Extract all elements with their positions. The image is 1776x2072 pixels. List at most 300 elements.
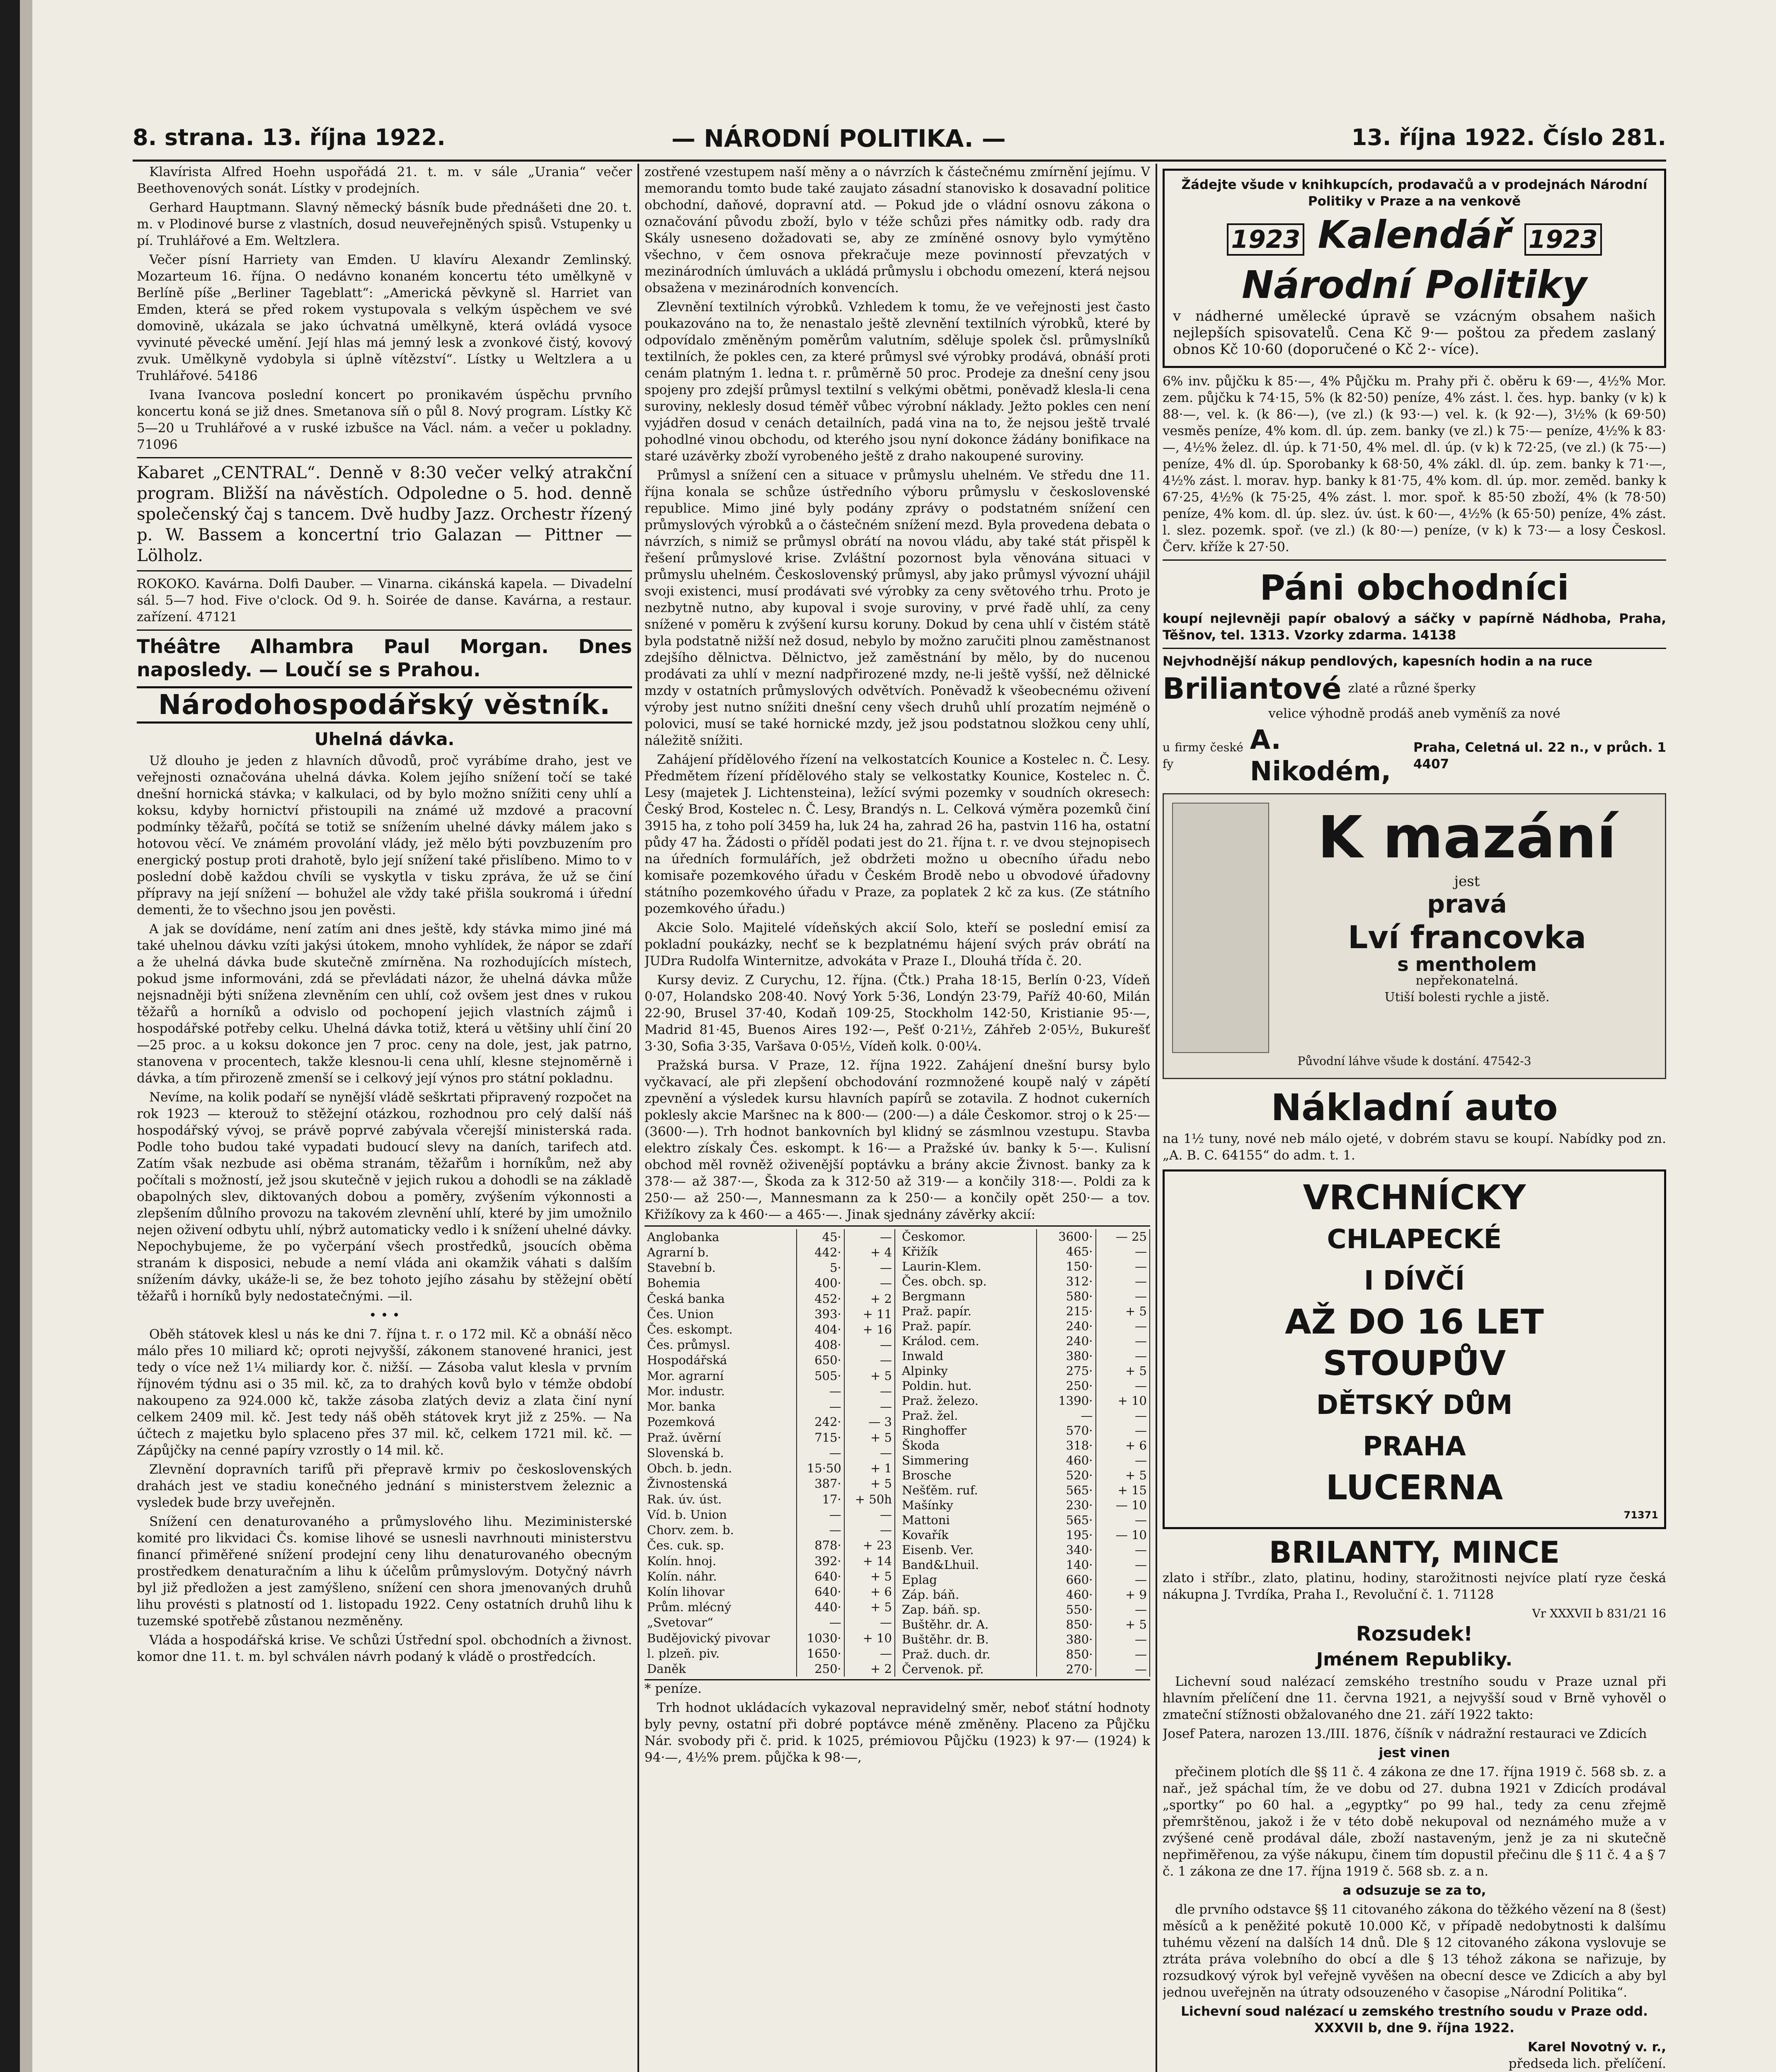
briliant-row [1163,672,1666,705]
page-header [133,124,1666,157]
auto-title: Nákladní auto [1271,1086,1558,1129]
col2-kursy-deviz: Kursy deviz. Z Curychu, 12. října. (Čtk.) Praha 18·15, Berlín 0·23, Vídeň 0·07, Holandsko 208·40. Nový York 5·36, Londýn 23·79, Paříž 40·60, Milán 22·90, Brusel 37·40, Kodaň 109·25, Stockholm 142·50, Kristianie 95·—, Madrid 81·45, Buenos Aires 192·—, Pešť 0·21½, Záhřeb 2·05½, Bukurešť 3·30, Sofia 3·35, Varšava 0·05½, Vídeň kolk. 0·00¼. [644,973,1150,1054]
stock-row [899,1289,1150,1304]
stock-change: + 5 [844,1368,895,1383]
note-rail-tariffs: Zlevnění dopravních tarifů při přepravě krmiv po československých drahách jest ve stadiu konečného jednání s ministerstvem železnic a vysledek bude brzy uveřejněn. [137,1462,632,1510]
stock-row [899,1334,1150,1348]
stock-name: Čes. obch. sp. [899,1274,1037,1289]
rozsudek-odsouz: a odsuzuje se za to, [1342,1883,1486,1898]
brilanty-title: BRILANTY, MINCE [1269,1535,1560,1570]
stock-change: — [1096,1274,1150,1289]
francovka-illustration [1172,803,1269,1053]
stock-change: — [844,1507,895,1522]
stock-name: Kolín. náhr. [644,1569,797,1584]
stock-name: Praž. papír. [899,1319,1037,1334]
stock-change: + 14 [844,1553,895,1569]
stock-name: Daněk [644,1661,797,1677]
stock-price: 240· [1037,1334,1095,1348]
stock-change: + 15 [1096,1483,1150,1498]
kalendar-subtitle: Národní Politiky [1242,263,1587,307]
stock-price: — [797,1615,844,1630]
ad-rokoko: ROKOKO. Kavárna. Dolfi Dauber. — Vinarna. cikánská kapela. — Divadelní sál. 5—7 hod. Five o'clock. Od 9. h. Soirée de danse. Kavárna, a restaur. zařízení. 47121 [137,576,632,625]
stock-change: — [1096,1378,1150,1393]
nikodem-row [1163,724,1666,787]
stock-change: — [1096,1453,1150,1468]
notice-ivancova: Ivana Ivancova poslední koncert po pronikavém úspěchu prvního koncertu koná se již dnes. Smetanova síň o půl 8. Nový program. Lístky Kč 5—20 u Truhlářové a v ruské izbušce na Václ. nám. a večer u pokladny. 71096 [137,387,632,452]
stock-price: 442· [797,1244,844,1260]
stock-name: Prům. mlécný [644,1600,797,1615]
stock-row [899,1498,1150,1513]
stock-row [899,1542,1150,1557]
stock-name: Zap. báň. sp. [899,1602,1037,1617]
stock-name: Červenok. př. [899,1662,1037,1677]
stock-price: 505· [797,1368,844,1383]
stock-name: Praž. duch. dr. [899,1647,1037,1662]
stock-name: Agrarní b. [644,1244,797,1260]
vrch-line-7: PRAHA [1363,1431,1466,1462]
stock-row [644,1276,895,1291]
stock-row [644,1461,895,1476]
stock-row [899,1304,1150,1319]
col2-textil: Zlevnění textilních výrobků. Vzhledem k tomu, že ve veřejnosti jest často poukazováno na to, že nenastalo ještě zlevnění textilních výrobků, které by odpovídalo změněným poměrům valutním, sděluje spolek čsl. průmyslníků textilních, že pokles cen, za které průmysl své výrobky prodává, obnáší proti cenám platným 1. ledna t. r. průměrně 50 proc. Prodeje za dnešní ceny jsou spojeny pro zdejší průmysl textilní s velkými obětmi, poněvadž klesla-li cena suroviny, neklesly dosud téměř vůbec výrobní náklady. Ježto pokles cen není vyjádřen dosud v cenách detailních, padá vina na to, že nejsou ještě trvalé pohodlné vinou obchodu, od kterého jsou nyní dokonce žádány bonifikace na staré uzávěrky zboží vyrobeného ještě z draho nakoupené suroviny. [644,300,1150,464]
nikodem-addr: Praha, Celetná ul. 22 n., v průch. 1 4407 [1413,740,1666,772]
divider [137,570,632,571]
stock-price: 550· [1037,1602,1095,1617]
stock-row [644,1368,895,1383]
stock-name: Kolín lihovar [644,1584,797,1599]
francovka-neprek: nepřekonatelná. [1415,973,1519,988]
stock-row [899,1632,1150,1647]
stock-change: + 1 [844,1461,895,1476]
stock-change: + 5 [844,1476,895,1491]
ad-kabaret-central: Kabaret „CENTRAL“. Denně v 8:30 večer velký atrakční program. Bližší na návěstích. Odpoledne o 5. hod. denně společenský čaj s tancem. Dvě hudby Jazz. Orchestr řízený p. W. Bassem a koncertní trio Galazan — Pittner — Lölholz. [137,463,632,565]
stock-change: — [1096,1632,1150,1647]
stock-change: + 5 [1096,1363,1150,1378]
francovka-orig-text: Původní láhve všude k dostání. [1297,1054,1480,1068]
stock-name: Buštěhr. dr. B. [899,1632,1037,1647]
stock-change: + 5 [1096,1468,1150,1483]
stock-name: Brosche [899,1468,1037,1483]
stock-name: „Svetovar“ [644,1615,797,1630]
stock-change: — [844,1522,895,1537]
stock-row [899,1319,1150,1334]
stock-name: Víd. b. Union [644,1507,797,1522]
stock-name: Pozemková [644,1414,797,1430]
ad-francovka [1163,793,1666,1079]
stock-row [644,1569,895,1584]
francovka-prava: pravá [1427,890,1507,919]
stock-name: Českomor. [899,1229,1037,1244]
stock-price: 387· [797,1476,844,1491]
stock-change: — [844,1615,895,1630]
note-krise: Vláda a hospodářská krise. Ve schůzi Ústřední spol. obchodních a živnost. komor dne 11. t. m. byl schválen návrh podaný k vládě o prostředcích. [137,1633,632,1664]
notice-hauptmann: Gerhard Hauptmann. Slavný německý básník bude přednášeti dne 20. t. m. v Plodinové burse z vlastních, dosud neuveřejněných spisů. Vstupenky u pí. Truhlářové a Em. Weltzlera. [137,200,632,248]
stock-change: + 23 [844,1538,895,1553]
column-1 [137,164,632,2072]
col2-akcie-solo: Akcie Solo. Majitelé vídeňských akcií Solo, kteří se poslední emisí za pokladní poukázky, nechť se k bezplatnému hájení svých práv obrátí na JUDra Rudolfa Winternitze, advokáta v Praze I., Dlouhá třída č. 20. [644,920,1150,968]
stock-price: 242· [797,1414,844,1430]
stock-row [644,1291,895,1306]
stock-price: 380· [1037,1632,1095,1647]
stock-name: Buštěhr. dr. A. [899,1617,1037,1632]
stock-name: Poldin. hut. [899,1378,1037,1393]
header-masthead: — NÁRODNÍ POLITIKA. — [671,124,1006,152]
stock-row [644,1445,895,1460]
stock-row [899,1274,1150,1289]
stock-name: Živnostenská [644,1476,797,1491]
stock-price: 1650· [797,1646,844,1661]
divider [1163,648,1666,649]
briliant-text: velice výhodně prodáš aneb vyměníš za nové [1268,706,1560,721]
stock-name: Obch. b. jedn. [644,1461,797,1476]
stock-name: Praž. papír. [899,1304,1037,1319]
ad-vrchnicky [1163,1169,1666,1529]
stock-price: 850· [1037,1617,1095,1632]
col2-ukladaci: Trh hodnot ukládacích vykazoval nepravidelný směr, neboť státní hodnoty byly pevny, ostatní při dobré poptávce méně změněny. Placeno za Půjčku Nár. svobody při č. prid. k 1025, prémiovou Půjčku (1923) k 97·— (1924) k 94·—, 4½% prem. půjčka k 98·—, [644,1700,1150,1765]
stock-row [899,1408,1150,1423]
stock-row [644,1260,895,1275]
stock-name: Band&Lhuil. [899,1557,1037,1572]
stock-price: 408· [797,1337,844,1353]
stock-row [899,1572,1150,1587]
stock-row [644,1322,895,1337]
stock-row [644,1476,895,1491]
stock-price: 400· [797,1276,844,1291]
nikodem-name: A. Nikodém, [1250,725,1391,787]
stock-price: 1390· [1037,1393,1095,1408]
stock-price: 312· [1037,1274,1095,1289]
stock-price: 465· [1037,1244,1095,1259]
stock-price: 230· [1037,1498,1095,1513]
col2-prazska-bursa: Pražská bursa. V Praze, 12. října 1922. Zahájení dnešní bursy bylo vyčkavací, ale při zlepšení obchodování rozmnožené koupě nalý v zápětí zpevnění a výsledek kursu hlavních papírů se zotavila. Z hodnot cukerních poklesly akcie Maršnec na k 800·— (200·—) a dále Českomor. stroj o k 25·— (3600·—). Trh hodnot bankovních byl klidný se zásmlnou vzestupu. Stavba elektro získaly Čes. eskompt. k 16·— a Pražské úv. banky k 5·—. Kulisní obchod měl rovněž oživenější poptávku a brány akcie Živnost. banky za k 378·— až 387·—, Škoda za k 312·50 až 319·— a končily 318·—. Poldi za k 250·— až 250·—, Mannesmann za k 250·— a končily opět 250·— a tov. Křižíkovy za k 460·— a 465·—. Jinak sjednány závěrky akcií: [644,1058,1150,1222]
stock-change: + 2 [844,1661,895,1677]
stock-name: Mor. industr. [644,1383,797,1399]
stock-price: 460· [1037,1587,1095,1602]
rozsudek-vinen: jest vinen [1379,1745,1450,1760]
kalendar-text: v nádherné umělecké úpravě se vzácným obsahem našich nejlepších spisovatelů. Cena Kč 9·— poštou za předem zaslaný obnos Kč 10·60 (doporučené o Kč 2·- více). [1173,308,1656,358]
stock-price: 520· [1037,1468,1095,1483]
stock-name: Slovenská b. [644,1445,797,1460]
nikodem-pre: u firmy české fy [1163,741,1243,771]
francovka-menthol: s mentholem [1397,953,1537,975]
vrch-line-6: DĚTSKÝ DŮM [1316,1390,1513,1421]
stock-name: Česká banka [644,1291,797,1306]
stock-price: 250· [797,1661,844,1677]
stock-change: + 10 [844,1630,895,1646]
article-title-coal: Uhelná dávka. [314,729,455,749]
stock-row [899,1587,1150,1602]
stock-name: Praž. úvěrní [644,1430,797,1445]
stock-name: Čes. Union [644,1306,797,1322]
stock-name: Bergmann [899,1289,1037,1304]
francovka-layout [1172,803,1657,1053]
stock-name: Bohemia [644,1276,797,1291]
stock-row [644,1661,895,1677]
stock-row [899,1483,1150,1498]
rozsudek-p4: Lichevní soud nalézací u zemského trestního soudu v Praze odd. XXXVII b, dne 9. října 1922. [1181,2004,1648,2036]
rozsudek-name: Josef Patera, narozen 13./III. 1876, číšník v nádražní restauraci ve Zdicích [1163,1726,1647,1741]
rozsudek-title: Rozsudek! [1356,1622,1473,1646]
stock-row [644,1229,895,1244]
stock-price: 440· [797,1600,844,1615]
stock-change: + 4 [844,1244,895,1260]
stock-price: 380· [1037,1348,1095,1363]
stock-change: — [1096,1423,1150,1438]
col2-prideleni: Zahájení přídělového řízení na velkostatcích Kounice a Kostelec n. Č. Lesy. Předmětem řízení přídělového staly se velkostatky Kounice, Kostelec n. Č. Lesy (majetek J. Lichtensteina), ležící svými pozemky v soudních okresech: Český Brod, Kostelec n. Č. Lesy, Brandýs n. L. Celková výměra pozemků činí 3915 ha, z toho polí 3459 ha, luk 24 ha, zahrad 26 ha, pastvin 116 ha, ostatní půdy 47 ha. Žádosti o příděl podati jest do 21. října t. r. ve dvou stejnopisech na úředních formulářích, jež obdržeti možno u obecního úřadu nebo komisaře pozemkového úřadu v Českém Brodě nebo u obvodové úřadovny státního pozemkového úřadu v Praze, za poplatek 2 kč za kus. (Ze státního pozemkového úřadu.) [644,752,1150,916]
stock-name: Kolín. hnoj. [644,1553,797,1569]
stock-change: + 6 [844,1584,895,1599]
vrch-line-5: STOUPŮV [1323,1344,1506,1383]
stock-price: 340· [1037,1542,1095,1557]
briliant-side: zlaté a různé šperky [1348,681,1476,696]
stock-name: Nešťěm. ruf. [899,1483,1037,1498]
stock-name: Kovařík [899,1527,1037,1542]
stock-change: + 9 [1096,1587,1150,1602]
stock-row [899,1393,1150,1408]
stock-price: — [1037,1408,1095,1423]
stock-price: 150· [1037,1259,1095,1274]
stock-change: + 16 [844,1322,895,1337]
stock-row [899,1527,1150,1542]
col2-prumysl: Průmysl a snížení cen a situace v průmyslu uhelném. Ve středu dne 11. října konala se schůze ústředního výboru průmyslu v československé republice. Mimo jiné byly podány zprávy o podstatném snížení cen průmyslových výrobků a o částečném snížení mezd. Byla provedena debata o návrzích, s nimiž se průmysl obrátí na novou vládu, aby také stát přispěl k řešení průmyslové krise. Zvláštní pozornost byla věnována situaci v průmyslu uhelném. Československý průmysl, aby jako průmysl vývozní uhájil svoji existenci, musí prodávati své výrobky za ceny světového trhu. Proto je nezbytně nutno, aby kupoval i svoje suroviny, v prvé řadě uhlí, za ceny snížené v poměru k zvýšení kursu koruny. Dokud by cena uhlí v čistém státě byla podstatně nižší než dosud, nebylo by možno zaručiti plnou zaměstnanost zdejšího dělnictva. Dělnictvo, jež zaměstnání by mělo, by do nucenou prodávati za uhlí v mezní nadpřirozené mzdy, ne-li ještě vyšší, než dělnické mzdy v ostatních průmyslových odvětvích. Poněvadž k všeobecnému oživení výroby jest nutno snížiti dnešní ceny všech druhů uhlí prozatím nejméně o polovici, musí se také hornické mzdy, jež jsou podstatnou složkou ceny uhlí, náležitě snížiti. [644,468,1150,748]
francovka-name: Lví francovka [1347,919,1587,956]
stock-row [899,1229,1150,1244]
stock-change: + 50h [844,1491,895,1507]
stock-row [899,1647,1150,1662]
stock-row [644,1630,895,1646]
stock-name: Čes. eskompt. [644,1322,797,1337]
stock-name: Mašínky [899,1498,1037,1513]
stock-table-note: * peníze. [644,1681,702,1696]
vrch-line-4: AŽ DO 16 LET [1285,1302,1544,1342]
sign1-name: Karel Novotný v. r., [1528,2040,1666,2055]
sign1-role: předseda lich. přelíčení. [1508,2056,1666,2071]
note-lihu: Snížení cen denaturovaného a průmyslového lihu. Meziministerské komité pro likvidaci Čs. komise lihové se usnesli navrhnouti ministerstvu financí přiměřené snížení prodejní ceny lihu denaturovaného obecným prostředkem denaturačním a lihu k účelům průmyslovým. Dotyčný návrh byl již předložen a jest zamýšleno, snížení cen shora jmenovaných druhů lihu provésti s platností od 1. listopadu 1922. Ceny ostatních druhů lihu k tuzemské spotřebě zůstanou nezměněny. [137,1514,632,1629]
vrch-line-2: CHLAPECKÉ [1327,1224,1502,1255]
stock-change: — [1096,1557,1150,1572]
stock-name: Inwald [899,1348,1037,1363]
stock-price: 460· [1037,1453,1095,1468]
stock-price: 275· [1037,1363,1095,1378]
stock-price: 318· [1037,1438,1095,1453]
stock-row [899,1557,1150,1572]
stock-price: 17· [797,1491,844,1507]
stock-price: 452· [797,1291,844,1306]
stock-row [644,1507,895,1522]
francovka-copy [1277,803,1657,1053]
stock-row [644,1399,895,1414]
ad-alhambra: Théâtre Alhambra Paul Morgan. Dnes naposledy. — Loučí se s Prahou. [137,635,632,681]
rozsudek-sign1 [1163,2039,1666,2072]
stock-change: + 6 [1096,1438,1150,1453]
stock-row [899,1513,1150,1527]
stock-price: 5· [797,1260,844,1275]
stock-row [899,1617,1150,1632]
stock-price: 240· [1037,1319,1095,1334]
stock-price: 715· [797,1430,844,1445]
stock-name: Křižík [899,1244,1037,1259]
stock-name: Eisenb. Ver. [899,1542,1037,1557]
stock-row [644,1538,895,1553]
stock-row [899,1662,1150,1677]
stock-name: Králod. cem. [899,1334,1037,1348]
stock-price: 878· [797,1538,844,1553]
stock-row [644,1383,895,1399]
stock-change: + 5 [844,1569,895,1584]
article-coal-p2: A jak se dovídáme, není zatím ani dnes ještě, kdy stávka mimo jiné má také uhelnou dávku vzíti jakýsi útokem, mnoho vyhlídek, že nápor se zdaří a že uhelná dávka bude skutečně zmírněna. Na rozhodujících místech, pokud jsme informováni, zdá se převládati názor, že uhelná dávka může nejsnadněji býti snížena zlevněním cen uhlí, což ovšem jest dnes v rukou těžařů a horníků a odvislo od pochopení jejich vlastních zájmů i hospodářské potřeby celku. Uhelná dávka totiž, která u většiny uhlí činí 20—25 proc. a u koksu dokonce jen 7 proc. ceny na dole, jest, jak patrno, stanovena v procentech, takže klesnou-li cena uhlí, klesne stejnoměrně i dávka, a tím přirozeně zmenší se i celkový její výnos pro státní pokladnu. [137,922,632,1086]
stock-row [899,1423,1150,1438]
francovka-orig [1172,1053,1657,1070]
stock-change: — 3 [844,1414,895,1430]
stock-price: 45· [797,1229,844,1244]
stock-row [899,1453,1150,1468]
kalendar-word: Kalendář [1318,213,1511,257]
rozsudek-p3: dle prvního odstavce §§ 11 citovaného zákona do těžkého vězení na 8 (šest) měsíců a k peněžité pokutě 10.000 Kč, v případě nedobytnosti k dalšímu tuhému vězení na dalších 14 dnů. Dle § 12 citovaného zákona vyslovuje se ztráta práva volebního do obcí a dle § 13 téhož zákona se nařizuje, by rozsudkový výrok byl veřejně vyvěšen na obecní desce ve Zdicích a aby byl jednou uveřejněn na útraty odsouzeného v časopise „Národní Politika“. [1163,1902,1666,2000]
kalendar-year-right: 1923 [1524,223,1602,256]
stock-price: 15·50 [797,1461,844,1476]
stock-change: — 10 [1096,1498,1150,1513]
stock-name: Simmering [899,1453,1037,1468]
stock-price: 250· [1037,1378,1095,1393]
stock-change: — [844,1399,895,1414]
stock-name: Stavební b. [644,1260,797,1275]
stock-price: — [797,1383,844,1399]
stock-price: 195· [1037,1527,1095,1542]
stock-row [644,1430,895,1445]
stock-name: Praž. železo. [899,1393,1037,1408]
ad-kalendar [1163,169,1666,368]
stock-change: — [844,1276,895,1291]
stock-row [644,1491,895,1507]
vrch-code: 71371 [1623,1509,1658,1521]
stock-change: — [844,1383,895,1399]
column-3 [1163,164,1666,2072]
stock-row [644,1414,895,1430]
stock-price: — [797,1445,844,1460]
divider [137,629,632,631]
header-left: 8. strana. 13. října 1922. [133,124,446,150]
stock-change: + 5 [844,1600,895,1615]
stock-price: 640· [797,1584,844,1599]
stock-price: 3600· [1037,1229,1095,1244]
stock-price: 565· [1037,1513,1095,1527]
francovka-title: K mazání [1317,804,1617,871]
stock-price: 850· [1037,1647,1095,1662]
article-coal-p3: Nevíme, na kolik podaří se nynější vládě seškrtati připravený rozpočet na rok 1923 — kterouž to stěžejní otázkou, rozhodnou pro celý další náš hospodářský vývoj, se právě poprvé zabývala včerejší ministerská rada. Podle toho budou také vypadati budoucí slevy na daních, tarifech atd. Zatím však nezbude asi oběma stranám, těžařům i horníkům, než aby počítali s možností, jež jsou skutečně v jejich rukou a dohodli se na základě obapolných slev, diktovaných dobou a poměry, zvýšením výkonnosti a zlepšením důlního provozu na takovém zlevnění uhlí, které by jim umožnilo nejen oživení odbytu uhlí, nýbrž automaticky vedlo i k snížení uhelné dávky. Nepochybujeme, že po vyčerpání všech prostředků, jsoucích oběma stranám k disposici, nebude a nemí vláda ani okamžik váhati s dalším snížením dávky, ukáže-li se, že bez tohoto jejího zásahu by stěžejní obětí těžařů i horníků byly nedostatečnými. —il. [137,1090,632,1304]
stock-row [644,1244,895,1260]
stock-price: 404· [797,1322,844,1337]
bonds-list: 6% inv. půjčku k 85·—, 4% Půjčku m. Prahy při č. oběru k 69·—, 4½% Mor. zem. půjčku k 74·15, 5% (k 82·50) peníze, 4% zást. l. čes. hyp. banky (v k) k 88·—, vel. k. (k 86·—), (ve zl.) (k 93·—) vel. k. (k 92·—), 3½% (k 69·50) vesměs peníze, 4% kom. dl. úp. zem. banky (ve zl.) k 75·— peníze, 4½% k 83·—, 4½% želez. dl. úp. k 71·50, 4% mel. dl. úp. (v k) k 72·25, (ve zl.) (k 75·—) peníze, 4% dl. úp. Sporobanky k 68·50, 4% zákl. dl. úp. zem. banky k 71·—, 4½% zást. l. morav. hyp. banky k 81·75, 4% kom. dl. úp. mor. zeměd. banky k 67·25, 4½% (k 75·25, 4% zást. l. mor. spoř. k 85·50 zboží, 4% (k 78·50) peníze, 4% kom. dl. úp. slez. úv. úst. k 60·—, 4½% (k 65·50) peníze, 4% zást. l. slez. pozemk. spoř. (ve zl.) (k 80·—) peníze, (v k) k 73·— a losy Českosl. Červ. kříže k 27·50. [1163,374,1666,554]
stock-change: — [1096,1647,1150,1662]
stock-price: 660· [1037,1572,1095,1587]
stock-price: 215· [1037,1304,1095,1319]
stock-row [899,1348,1150,1363]
stock-change: — 25 [1096,1229,1150,1244]
stock-row [899,1259,1150,1274]
stock-price: 580· [1037,1289,1095,1304]
stock-name: Praž. žel. [899,1408,1037,1423]
stock-price: 393· [797,1306,844,1322]
stock-change: + 5 [1096,1617,1150,1632]
briliant-title: Briliantové [1163,672,1342,706]
notice-hoehn: Klavíristа Alfred Hoehn uspořádá 21. t. m. v sále „Urania“ večer Beethovenových sonát. Lístky v prodejních. [137,165,632,196]
stock-name: Laurin-Klem. [899,1259,1037,1274]
obchodnici-title: Páni obchodníci [1260,567,1569,608]
stock-name: Mor. banka [644,1399,797,1414]
stock-row [644,1600,895,1615]
stock-change: — [1096,1319,1150,1334]
stock-row [899,1602,1150,1617]
stock-price: 565· [1037,1483,1095,1498]
stock-table-left [644,1229,895,1677]
stock-table-right [899,1229,1150,1677]
stock-change: — [844,1353,895,1368]
separator-dots: • • • [369,1308,400,1323]
stock-change: — [1096,1513,1150,1527]
stock-name: Eplag [899,1572,1037,1587]
vrch-line-1: VRCHNÍCKY [1303,1178,1526,1218]
stock-change: — [844,1260,895,1275]
notice-emden: Večer písní Harriety van Emden. U klavíru Alexandr Zemlinský. Mozarteum 16. října. O nedávno konaném koncertu této umělkyně v Berlíně píše „Berliner Tageblatt“: „Americká pěvkyně sl. Harriet van Emden, která se před rokem vystupovala s velkým úspěchem ve své domovině, ukázala se jako úchvatná umělkyně, která ovládá vysoce vyvinuté pěvecké umění. Její hlas má jemný lesk a zvonkové čistý, kovový zvuk. Umělkyně vydobyla si úplně vítězství“. Lístky u Weltzlera a u Truhlářové. 54186 [137,252,632,383]
stock-price: 1030· [797,1630,844,1646]
stock-change: — [844,1445,895,1460]
stock-row [644,1584,895,1599]
stock-price: — [797,1507,844,1522]
rozsudek-subtitle: Jménem Republiky. [1316,1649,1513,1670]
stock-name: Budějovický pivovar [644,1630,797,1646]
stock-change: — [1096,1259,1150,1274]
stock-change: — [1096,1602,1150,1617]
stock-name: Škoda [899,1438,1037,1453]
binding-margin [20,0,32,2072]
column-2 [644,164,1150,2072]
stock-row [644,1337,895,1353]
vrch-line-3: I DÍVČÍ [1364,1266,1465,1296]
stock-name: Anglobanka [644,1229,797,1244]
stock-change: + 5 [844,1430,895,1445]
stock-name: Mattoni [899,1513,1037,1527]
stock-name: Čes. cuk. sp. [644,1538,797,1553]
stock-change: — [1096,1572,1150,1587]
stock-price: 650· [797,1353,844,1368]
stock-name: Alpinky [899,1363,1037,1378]
stock-change: — [844,1229,895,1244]
auto-text: na 1½ tuny, nové neb málo ojeté, v dobrém stavu se koupí. Nabídky pod zn. „A. B. C. 64155“ do adm. t. 1. [1163,1131,1666,1163]
stock-row [644,1553,895,1569]
stock-price: 140· [1037,1557,1095,1572]
stock-change: + 5 [1096,1304,1150,1319]
stock-change: — [1096,1408,1150,1423]
stock-row [899,1363,1150,1378]
stock-change: — [1096,1348,1150,1363]
stock-row [899,1438,1150,1453]
stock-tables [644,1225,1150,1680]
stock-row [644,1522,895,1537]
stock-row [899,1244,1150,1259]
brilanty-ref-text: Vr XXXVII b 831/21 [1532,1607,1648,1620]
stock-change: + 10 [1096,1393,1150,1408]
brilanty-ref [1163,1605,1666,1622]
stock-change: — [1096,1244,1150,1259]
briliant-top: Nejvhodnější nákup pendlových, kapesních hodin a na ruce [1163,654,1592,669]
divider [137,457,632,458]
section-title: Národohospodářský věstník. [137,686,632,724]
stock-name: Rak. úv. úst. [644,1491,797,1507]
stock-name: Mor. agrarní [644,1368,797,1383]
francovka-code: 47542-3 [1483,1054,1531,1068]
rozsudek-p1: Lichevní soud nalézací zemského trestního soudu v Praze uznal při hlavním přelíčení dne 11. června 1921, a nejvyšší soud v Brně vyhověl o zmateční stížnosti obžalovaného dne 21. září 1922 takto: [1163,1674,1666,1722]
stock-price: 392· [797,1553,844,1569]
